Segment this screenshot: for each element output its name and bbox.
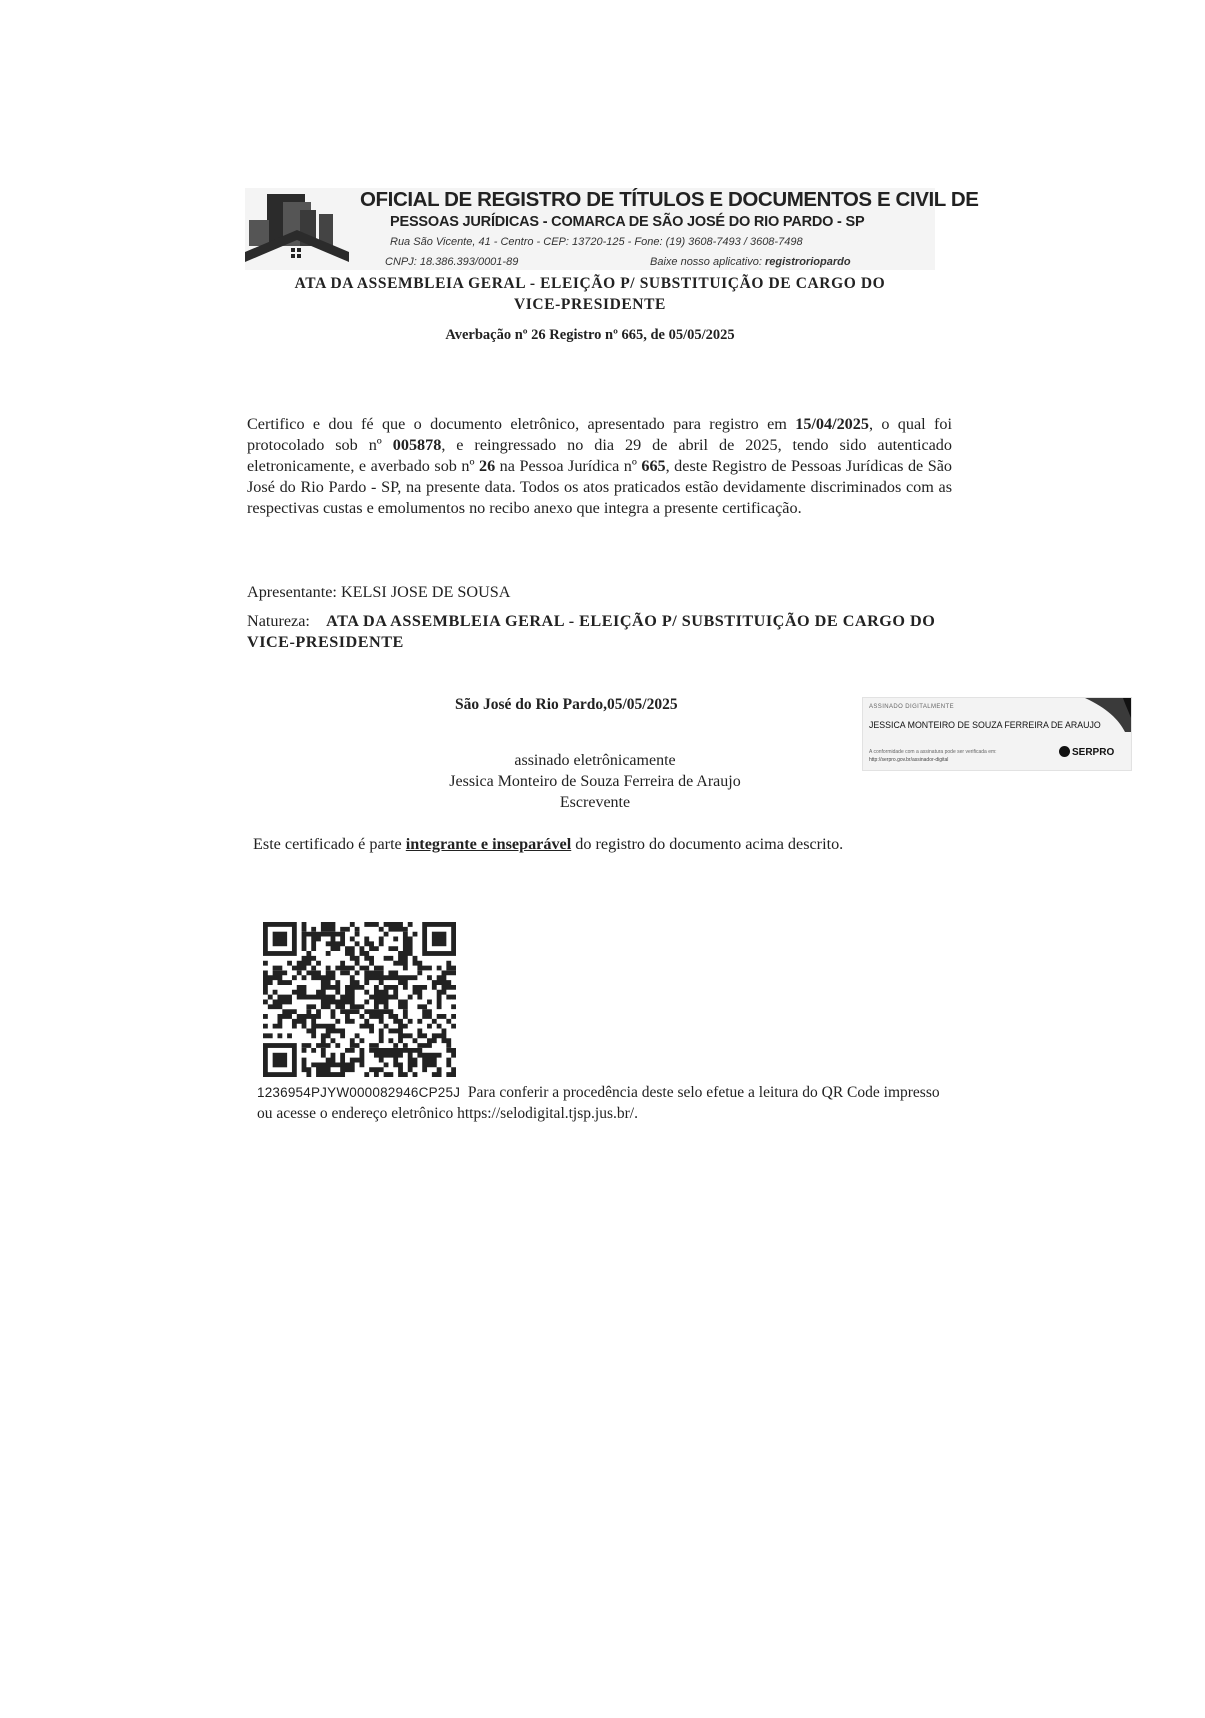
- cert-date: 15/04/2025: [795, 415, 869, 433]
- natureza-value: ATA DA ASSEMBLEIA GERAL - ELEIÇÃO P/ SUBSTITUIÇÃO DE CARGO DO VICE-PRESIDENTE: [247, 612, 936, 651]
- signer-role: Escrevente: [559, 794, 631, 811]
- cert-protocol: 005878: [392, 436, 442, 454]
- integral-underlined: integrante e inseparável: [405, 835, 572, 853]
- serpro-logo: [1059, 746, 1114, 758]
- integral-statement: [253, 833, 953, 855]
- selo-digital: [257, 1082, 957, 1124]
- registry-subtitle: PESSOAS JURÍDICAS - COMARCA DE SÃO JOSÉ DO RIO PARDO - SP: [390, 214, 865, 230]
- averbacao-line: Averbação nº 26 Registro nº 665, de 05/05/2025: [445, 327, 735, 343]
- stamp-note: A conformidade com a assinatura pode ser verificada em:: [869, 749, 997, 755]
- cert-text-c: , e reingressado no dia 29 de abril de 2025, tendo sido autenticado eletronicamente, e averbado sob nº: [247, 436, 952, 475]
- serpro-logo-text: SERPRO: [1072, 747, 1115, 758]
- signer-name: Jessica Monteiro de Souza Ferreira de Araujo: [449, 773, 741, 790]
- registry-app: [650, 256, 851, 268]
- stamp-label: ASSINADO DIGITALMENTE: [869, 704, 954, 710]
- app-prefix: Baixe nosso aplicativo:: [650, 256, 762, 268]
- selo-text: Para conferir a procedência deste selo efetue a leitura do QR Code impresso ou acesse o endereço eletrônico https://selodigital.tjsp.jus.br/.: [257, 1084, 940, 1122]
- digital-signature-stamp: [862, 697, 1132, 771]
- apresentante: Apresentante: KELSI JOSE DE SOUSA: [247, 583, 511, 601]
- signed-electronically: assinado eletrônicamente: [514, 752, 676, 769]
- document-title-line2: VICE-PRESIDENTE: [514, 296, 666, 313]
- cert-pj-number: 665: [641, 457, 666, 475]
- cert-text-b: , o qual foi protocolado sob nº: [247, 415, 952, 454]
- building-logo-icon: [245, 190, 360, 268]
- integral-text-a: Este certificado é parte: [253, 835, 406, 853]
- qr-code-icon[interactable]: [263, 922, 456, 1077]
- stamp-corner-graphic-icon: [1085, 698, 1131, 732]
- natureza-label: Natureza:: [247, 612, 310, 630]
- stamp-url: http://serpro.gov.br/assinador-digital: [869, 757, 949, 763]
- letterhead: [245, 188, 979, 270]
- cert-text-a: Certifico e dou fé que o documento eletrônico, apresentado para registro em: [247, 415, 796, 433]
- natureza: [247, 611, 952, 653]
- registry-cnpj: CNPJ: 18.386.393/0001-89: [385, 256, 519, 268]
- cert-text-e: , deste Registro de Pessoas Jurídicas de São José do Rio Pardo - SP, na presente data. Todos os atos praticados estão devidamente discriminados com as respectivas custas e emolumentos no recibo anexo que integra a presente certificação.: [247, 457, 953, 517]
- stamp-signer-name: JESSICA MONTEIRO DE SOUZA FERREIRA DE ARAUJO: [869, 720, 1101, 730]
- integral-text-b: do registro do documento acima descrito.: [571, 835, 844, 853]
- document-title-line1: ATA DA ASSEMBLEIA GERAL - ELEIÇÃO P/ SUBSTITUIÇÃO DE CARGO DO: [294, 275, 886, 292]
- cert-averbacao-number: 26: [479, 457, 496, 475]
- place-date: São José do Rio Pardo,05/05/2025: [455, 696, 678, 713]
- app-name: registroriopardo: [764, 256, 851, 268]
- document-title: [240, 273, 940, 315]
- registry-address: Rua São Vicente, 41 - Centro - CEP: 13720-125 - Fone: (19) 3608-7493 / 3608-7498: [390, 236, 803, 248]
- registry-title: OFICIAL DE REGISTRO DE TÍTULOS E DOCUMENTOS E CIVIL DE: [360, 188, 979, 211]
- cert-text-d: na Pessoa Jurídica nº: [495, 457, 642, 475]
- certification-paragraph: [247, 414, 952, 519]
- signature-block: [400, 750, 790, 813]
- selo-code: 1236954PJYW000082946CP25J: [257, 1085, 461, 1100]
- serpro-logo-icon: [1059, 746, 1070, 757]
